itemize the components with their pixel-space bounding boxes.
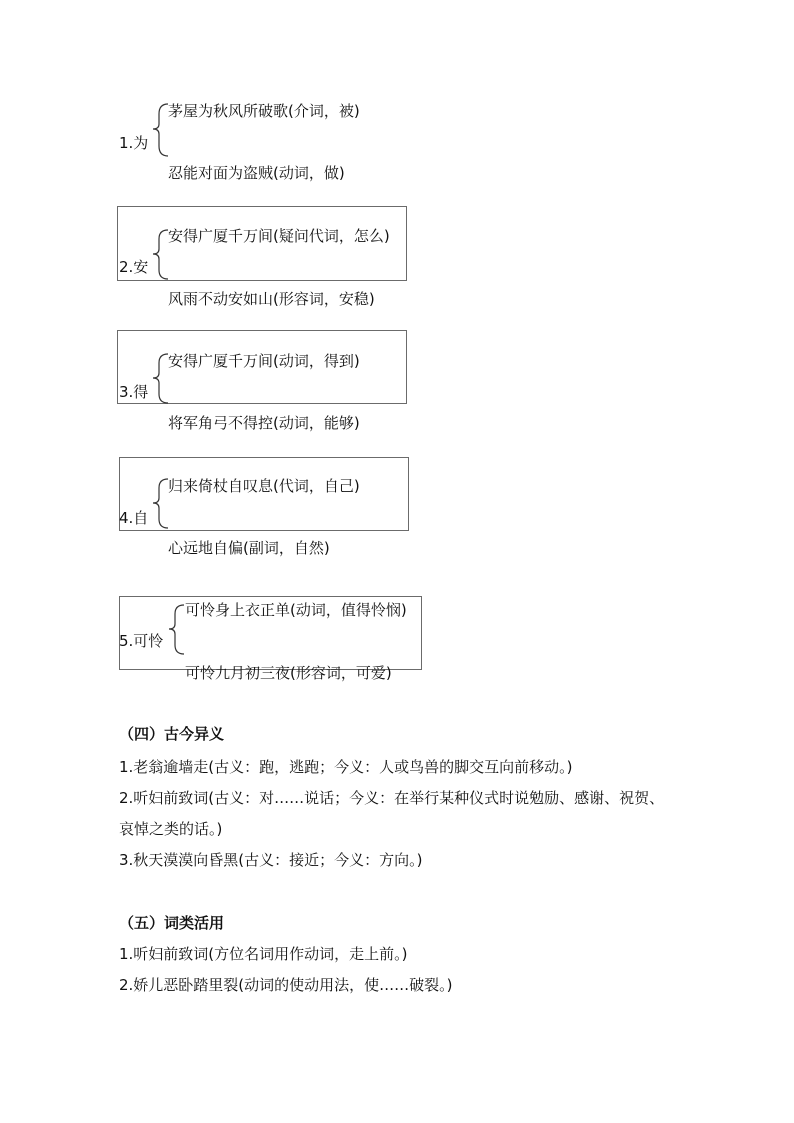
polysemy-example-bottom: 将军角弓不得控(动词，能够) xyxy=(168,414,360,432)
polysemy-example-bottom: 忍能对面为盗贼(动词，做) xyxy=(168,164,345,182)
list-item: 1.听妇前致词(方位名词用作动词，走上前。) xyxy=(119,945,408,963)
polysemy-example-bottom: 可怜九月初三夜(形容词，可爱) xyxy=(185,664,392,682)
list-item: 3.秋天漠漠向昏黑(古义：接近；今义：方向。) xyxy=(119,851,423,869)
polysemy-example-top: 安得广厦千万间(动词，得到) xyxy=(168,352,360,370)
list-item: 1.老翁逾墙走(古义：跑，逃跑；今义：人或鸟兽的脚交互向前移动。) xyxy=(119,758,573,776)
polysemy-example-top: 可怜身上衣正单(动词，值得怜悯) xyxy=(185,601,407,619)
polysemy-example-top: 茅屋为秋风所破歌(介词，被) xyxy=(168,102,360,120)
list-item: 哀悼之类的话。) xyxy=(119,820,223,838)
section-heading: （五）词类活用 xyxy=(119,914,225,932)
polysemy-key: 5.可怜 xyxy=(119,632,164,650)
polysemy-key: 4.自 xyxy=(119,509,149,527)
polysemy-key: 3.得 xyxy=(119,383,149,401)
polysemy-key: 1.为 xyxy=(119,134,149,152)
polysemy-example-bottom: 心远地自偏(副词，自然) xyxy=(168,539,330,557)
polysemy-example-bottom: 风雨不动安如山(形容词，安稳) xyxy=(168,290,375,308)
section-heading: （四）古今异义 xyxy=(119,725,225,743)
list-item: 2.听妇前致词(古义：对……说话；今义：在举行某种仪式时说勉励、感谢、祝贺、 xyxy=(119,789,665,807)
polysemy-example-top: 安得广厦千万间(疑问代词，怎么) xyxy=(168,227,390,245)
list-item: 2.娇儿恶卧踏里裂(动词的使动用法，使……破裂。) xyxy=(119,976,453,994)
polysemy-key: 2.安 xyxy=(119,258,149,276)
polysemy-example-top: 归来倚杖自叹息(代词，自己) xyxy=(168,477,360,495)
